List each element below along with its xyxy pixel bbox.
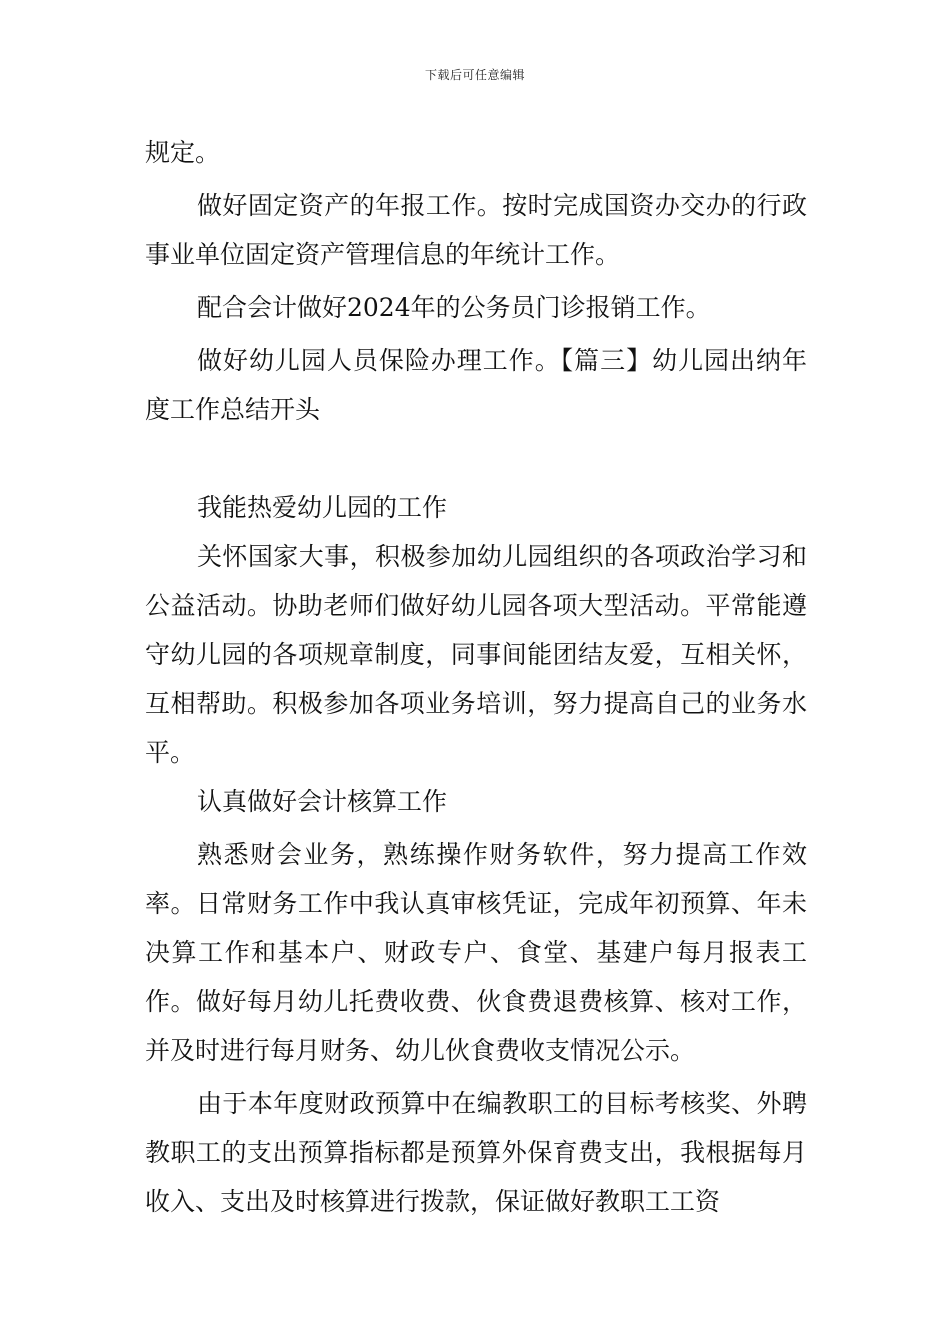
paragraph: 由于本年度财政预算中在编教职工的目标考核奖、外聘教职工的支出预算指标都是预算外保育费支出，我根据每月收入、支出及时核算进行拨款，保证做好教职工工资: [145, 1089, 807, 1216]
paragraph: 配合会计做好2024年的公务员门诊报销工作。: [197, 293, 711, 322]
paragraph: 关怀国家大事，积极参加幼儿园组织的各项政治学习和公益活动。协助老师们做好幼儿园各项大型活动。平常能遵守幼儿园的各项规章制度，同事间能团结友爱，互相关怀，互相帮助。积极参加各项业务培训，努力提高自己的业务水平。: [145, 542, 807, 767]
paragraph: 做好固定资产的年报工作。按时完成国资办交办的行政事业单位固定资产管理信息的年统计工作。: [145, 191, 807, 269]
section-heading: 我能热爱幼儿园的工作: [197, 493, 448, 522]
paragraph: 做好幼儿园人员保险办理工作。【篇三】幼儿园出纳年度工作总结开头: [145, 346, 807, 424]
header-note: 下载后可任意编辑: [424, 68, 525, 82]
section-heading: 认真做好会计核算工作: [197, 787, 448, 816]
document-body: [145, 128, 807, 1226]
paragraph: 规定。: [145, 138, 221, 167]
paragraph: 熟悉财会业务，熟练操作财务软件，努力提高工作效率。日常财务工作中我认真审核凭证，完成年初预算、年未决算工作和基本户、财政专户、食堂、基建户每月报表工作。做好每月幼儿托费收费、伙食费退费核算、核对工作，并及时进行每月财务、幼儿伙食费收支情况公示。: [145, 840, 807, 1065]
